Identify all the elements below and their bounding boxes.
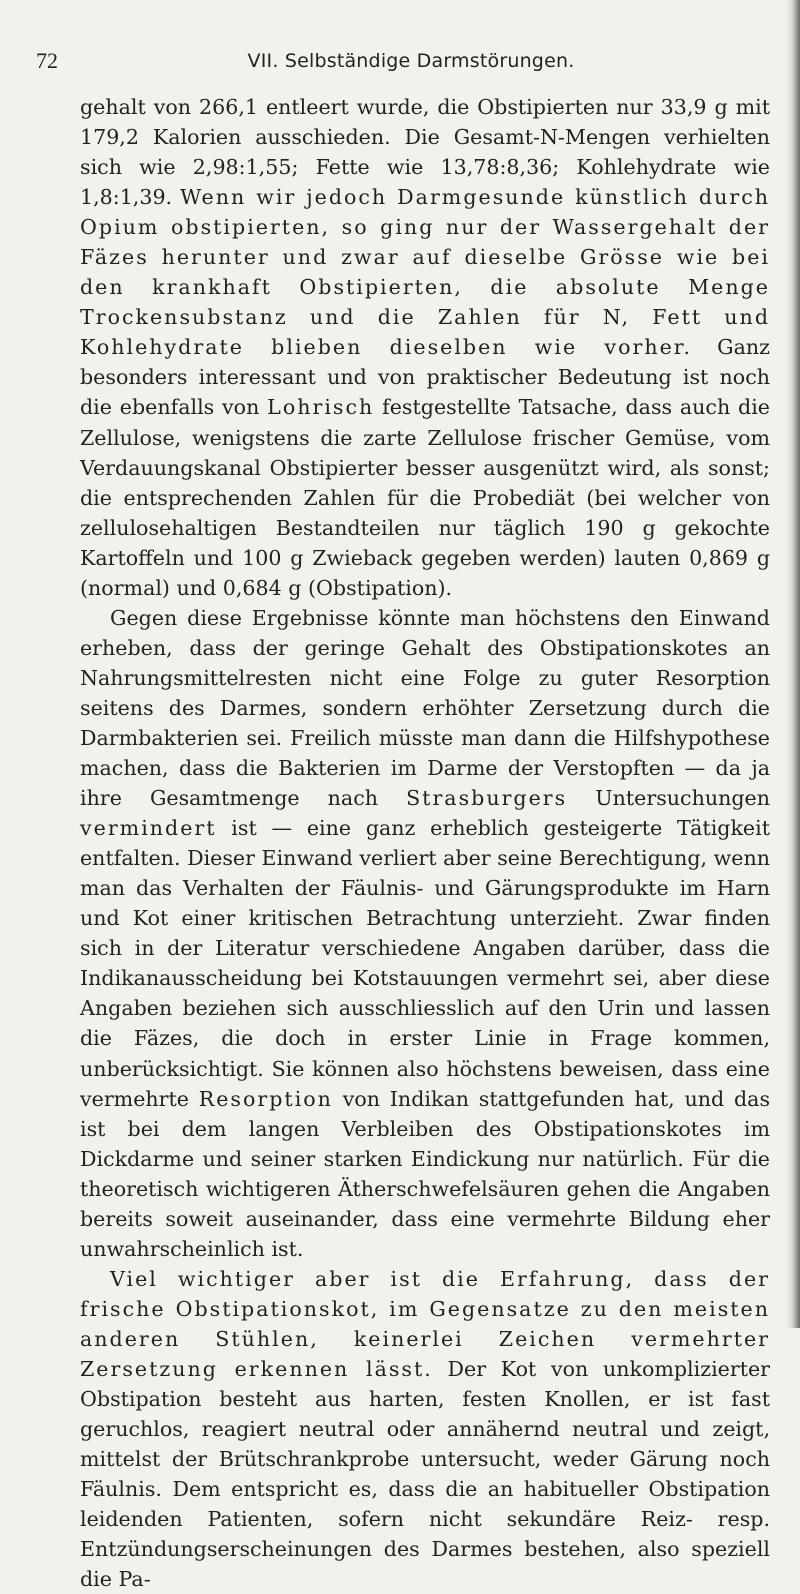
- paragraph-2: [80, 603, 770, 1264]
- emphasized-text: Wenn wir jedoch Darmgesunde künstlich durch Opium obstipierten, so ging nur der Wassergehalt der Fäzes herunter und zwar auf dieselbe Grösse wie bei den krankhaft Obstipierten, die absolute Menge Trockensubstanz und die Zahlen für N, Fett und Kohlehydrate blieben dieselben wie vorher.: [80, 185, 770, 360]
- text-run: Gegen diese Ergebnisse könnte man höchstens den Einwand erheben, dass der geringe Gehalt des Obstipationskotes an Nahrungsmittelresten nicht eine Folge zu guter Resorption seitens des Darmes, sondern erhöhter Zersetzung durch die Darmbakterien sei. Freilich müsste man dann die Hilfshypothese machen, dass die Bakterien im Darme der Verstopften — da ja ihre Gesamtmenge nach: [80, 605, 770, 811]
- text-run: Untersuchungen: [567, 786, 770, 811]
- text-run: festgestellte Tatsache, dass auch die Zellulose, wenigstens die zarte Zellulose frischer Gemüse, vom Verdauungskanal Obstipierter besser ausgenützt wird, als sonst; die entsprechenden Zahlen für die Probediät (bei welcher von zellulosehaltigen Bestandteilen nur täglich 190 g gekochte Kartoffeln und 100 g Zwieback gegeben werden) lauten 0,869 g (normal) und 0,684 g (Obstipation).: [80, 395, 770, 600]
- emphasized-text: Resorption: [198, 1086, 333, 1111]
- page-number: 72: [36, 48, 58, 73]
- emphasized-text: Viel wichtiger aber ist die Erfahrung, dass der frische Obstipationskot, im Gegensatze zu den meisten anderen Stühlen, keinerlei Zeichen vermehrter Zersetzung erkennen lässt.: [80, 1266, 770, 1381]
- text-run: Der Kot von unkomplizierter Obstipation besteht aus harten, festen Knollen, er ist fast geruchlos, reagiert neutral oder annähernd neutral und zeigt, mittelst der Brütschrankprobe untersucht, weder Gärung noch Fäulnis. Dem entspricht es, dass die an habitueller Obstipation leidenden Patienten, sofern nicht sekundäre Reiz- resp. Entzündungserscheinungen des Darmes bestehen, also speziell die Pa-: [80, 1356, 771, 1592]
- paragraph-3: [80, 1264, 770, 1594]
- text-run: von Indikan stattgefunden hat, und das ist bei dem langen Verbleiben des Obstipationskotes im Dickdarme und seiner starken Eindickung nur natürlich. Für die theoretisch wichtigeren Ätherschwefelsäuren gehen die Angaben bereits soweit auseinander, dass eine vermehrte Bildung eher unwahrscheinlich ist.: [80, 1086, 771, 1261]
- text-run: gehalt von 266,1 entleert wurde, die Obstipierten nur 33,9 g mit 179,2 Kalorien ausschieden. Die Gesamt-N-Mengen verhielten sich wie 2,98:1,55; Fette wie 13,78:8,36; Kohlehydrate wie 1,8:1,39.: [80, 95, 770, 210]
- page-edge-shadow: [786, 0, 800, 1328]
- emphasized-text: vermindert: [80, 816, 217, 841]
- author-name: Strasburgers: [406, 786, 568, 811]
- running-head: VII. Selbständige Darmstörungen.: [247, 50, 575, 72]
- text-run: ist — eine ganz erheblich gesteigerte Tätigkeit entfalten. Dieser Einwand verliert aber seine Berechtigung, wenn man das Verhalten der Fäulnis- und Gärungsprodukte im Harn und Kot einer kritischen Betrachtung unterzieht. Zwar finden sich in der Literatur verschiedene Angaben darüber, dass die Indikanausscheidung bei Kotstauungen vermehrt sei, aber diese Angaben beziehen sich ausschliesslich auf den Urin und lassen die Fäzes, die doch in erster Linie in Frage kommen, unberücksichtigt. Sie können also höchstens beweisen, dass eine vermehrte: [80, 816, 770, 1111]
- author-name: Lohrisch: [267, 395, 375, 420]
- body-text: [80, 92, 770, 1594]
- page-header: [36, 48, 746, 88]
- text-run: Ganz besonders interessant und von praktischer Bedeutung ist noch die ebenfalls von: [80, 335, 770, 420]
- paragraph-1: [80, 92, 770, 603]
